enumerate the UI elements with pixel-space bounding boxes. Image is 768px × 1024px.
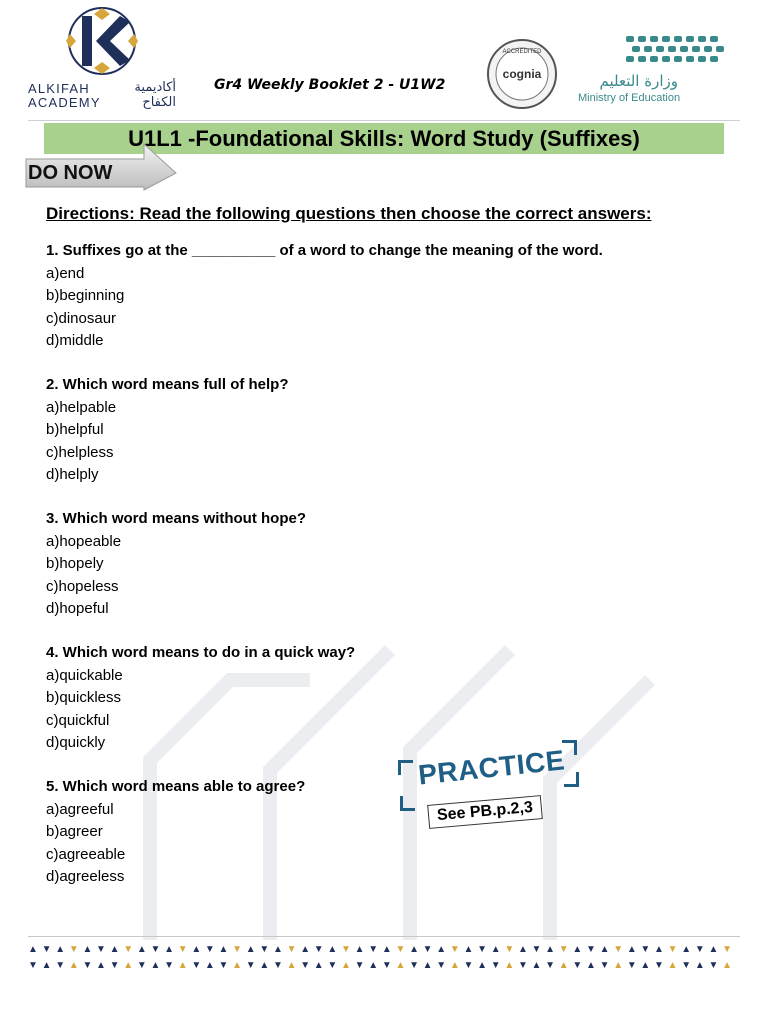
triangle-icon: ▼ bbox=[490, 960, 501, 971]
triangle-icon: ▼ bbox=[28, 960, 38, 971]
cognia-name: cognia bbox=[502, 67, 542, 81]
practice-stamp bbox=[394, 738, 584, 838]
triangle-icon: ▼ bbox=[123, 944, 134, 955]
cognia-top-text: ACCREDITED bbox=[502, 49, 542, 55]
footer-triangle-row bbox=[28, 944, 732, 956]
triangle-icon: ▲ bbox=[572, 944, 583, 955]
triangle-icon: ▼ bbox=[449, 944, 460, 955]
question-block bbox=[46, 240, 706, 353]
triangle-icon: ▼ bbox=[368, 944, 379, 955]
answer-option[interactable]: d)helply bbox=[46, 466, 99, 483]
triangle-icon: ▼ bbox=[354, 960, 365, 971]
triangle-icon: ▼ bbox=[708, 960, 719, 971]
question-text: 5. Which word means able to agree? bbox=[46, 778, 306, 795]
triangle-icon: ▲ bbox=[463, 944, 474, 955]
triangle-icon: ▲ bbox=[654, 944, 664, 955]
alkifah-emblem-icon bbox=[66, 6, 138, 76]
header-divider bbox=[28, 120, 740, 121]
triangle-icon: ▼ bbox=[341, 944, 351, 955]
triangle-icon: ▲ bbox=[626, 944, 637, 955]
triangle-icon: ▼ bbox=[272, 960, 283, 971]
triangle-icon: ▲ bbox=[96, 960, 106, 971]
booklet-title: Gr4 Weekly Booklet 2 - U1W2 bbox=[214, 77, 446, 93]
triangle-icon: ▲ bbox=[341, 960, 351, 971]
triangle-icon: ▼ bbox=[150, 944, 161, 955]
triangle-icon: ▼ bbox=[640, 944, 651, 955]
triangle-icon: ▲ bbox=[232, 960, 243, 971]
answer-option[interactable]: d)agreeless bbox=[46, 868, 125, 885]
practice-reference: See PB.p.2,3 bbox=[427, 795, 543, 829]
answer-option[interactable]: b)beginning bbox=[46, 287, 125, 304]
triangle-icon: ▲ bbox=[164, 944, 174, 955]
triangle-icon: ▲ bbox=[177, 960, 188, 971]
practice-title: PRACTICE bbox=[416, 744, 567, 791]
triangle-icon: ▼ bbox=[545, 960, 556, 971]
triangle-icon: ▲ bbox=[150, 960, 161, 971]
triangle-icon: ▲ bbox=[55, 944, 66, 955]
triangle-icon: ▼ bbox=[55, 960, 66, 971]
triangle-icon: ▲ bbox=[599, 944, 610, 955]
triangle-icon: ▲ bbox=[681, 944, 692, 955]
triangle-icon: ▼ bbox=[232, 944, 243, 955]
school-name-english: ALKIFAH ACADEMY bbox=[28, 81, 101, 110]
triangle-icon: ▼ bbox=[313, 944, 324, 955]
triangle-icon: ▲ bbox=[41, 960, 52, 971]
question-block bbox=[46, 642, 706, 755]
triangle-icon: ▲ bbox=[272, 944, 283, 955]
triangle-icon: ▲ bbox=[667, 960, 678, 971]
ministry-of-education-logo bbox=[574, 34, 734, 114]
triangle-icon: ▼ bbox=[504, 944, 515, 955]
triangle-icon: ▼ bbox=[694, 944, 705, 955]
bracket-corner-icon bbox=[398, 760, 413, 775]
triangle-icon: ▲ bbox=[613, 960, 624, 971]
answer-option[interactable]: a)quickable bbox=[46, 666, 123, 684]
triangle-icon: ▼ bbox=[327, 960, 338, 971]
triangle-icon: ▼ bbox=[572, 960, 583, 971]
answer-option[interactable]: a)end bbox=[46, 264, 85, 282]
triangle-icon: ▲ bbox=[449, 960, 460, 971]
triangle-icon: ▼ bbox=[164, 960, 174, 971]
triangle-icon: ▼ bbox=[245, 960, 256, 971]
answer-option[interactable]: b)agreer bbox=[46, 823, 103, 840]
question-text: 4. Which word means to do in a quick way? bbox=[46, 644, 356, 661]
question-block bbox=[46, 374, 706, 487]
triangle-icon: ▼ bbox=[218, 960, 229, 971]
directions-heading: Directions: Read the following questions then choose the correct answers: bbox=[46, 204, 652, 223]
triangle-icon: ▼ bbox=[477, 944, 488, 955]
triangle-icon: ▲ bbox=[436, 944, 447, 955]
answer-option[interactable]: a)hopeable bbox=[46, 532, 122, 550]
triangle-icon: ▲ bbox=[722, 960, 732, 971]
triangle-icon: ▼ bbox=[409, 960, 419, 971]
ministry-name-english: Ministry of Education bbox=[578, 92, 681, 104]
triangle-icon: ▼ bbox=[585, 944, 596, 955]
triangle-icon: ▲ bbox=[327, 944, 338, 955]
triangle-icon: ▼ bbox=[177, 944, 188, 955]
triangle-icon: ▲ bbox=[585, 960, 596, 971]
triangle-icon: ▼ bbox=[191, 960, 202, 971]
triangle-icon: ▲ bbox=[381, 944, 392, 955]
triangle-icon: ▼ bbox=[654, 960, 664, 971]
triangle-icon: ▼ bbox=[667, 944, 678, 955]
triangle-icon: ▲ bbox=[204, 960, 215, 971]
triangle-icon: ▲ bbox=[218, 944, 229, 955]
triangle-icon: ▼ bbox=[599, 960, 610, 971]
triangle-icon: ▲ bbox=[286, 960, 297, 971]
question-text: 1. Suffixes go at the __________ of a word to change the meaning of the word. bbox=[46, 242, 603, 259]
triangle-icon: ▲ bbox=[300, 944, 311, 955]
triangle-icon: ▲ bbox=[259, 960, 270, 971]
answer-option[interactable]: d)quickly bbox=[46, 734, 106, 751]
triangle-icon: ▼ bbox=[395, 944, 406, 955]
triangle-icon: ▼ bbox=[96, 944, 106, 955]
triangle-icon: ▲ bbox=[708, 944, 719, 955]
bracket-corner-icon bbox=[400, 796, 415, 811]
triangle-icon: ▲ bbox=[545, 944, 556, 955]
triangle-icon: ▲ bbox=[68, 960, 79, 971]
answer-option[interactable]: b)helpful bbox=[46, 421, 104, 438]
triangle-icon: ▼ bbox=[422, 944, 433, 955]
triangle-icon: ▲ bbox=[368, 960, 379, 971]
triangle-icon: ▲ bbox=[504, 960, 515, 971]
triangle-icon: ▼ bbox=[381, 960, 392, 971]
triangle-icon: ▼ bbox=[204, 944, 215, 955]
triangle-icon: ▼ bbox=[68, 944, 79, 955]
triangle-icon: ▲ bbox=[477, 960, 488, 971]
triangle-icon: ▼ bbox=[300, 960, 311, 971]
triangle-icon: ▼ bbox=[136, 960, 147, 971]
triangle-icon: ▲ bbox=[640, 960, 651, 971]
school-name-arabic: أكاديمية الكفاح bbox=[134, 80, 176, 110]
footer-divider bbox=[28, 936, 740, 937]
answer-option[interactable]: c)dinosaur bbox=[46, 309, 117, 327]
question-list bbox=[46, 240, 706, 910]
triangle-icon: ▼ bbox=[722, 944, 732, 955]
question-text: 3. Which word means without hope? bbox=[46, 510, 307, 527]
triangle-icon: ▼ bbox=[463, 960, 474, 971]
triangle-icon: ▼ bbox=[517, 960, 528, 971]
triangle-icon: ▲ bbox=[517, 944, 528, 955]
triangle-icon: ▼ bbox=[613, 944, 624, 955]
triangle-icon: ▼ bbox=[286, 944, 297, 955]
triangle-icon: ▲ bbox=[136, 944, 147, 955]
triangle-icon: ▲ bbox=[354, 944, 365, 955]
triangle-icon: ▲ bbox=[395, 960, 406, 971]
question-text: 2. Which word means full of help? bbox=[46, 376, 289, 393]
triangle-icon: ▲ bbox=[123, 960, 134, 971]
answer-option[interactable]: a)helpable bbox=[46, 398, 117, 416]
answer-option[interactable]: c)helpless bbox=[46, 443, 114, 461]
triangle-icon: ▼ bbox=[259, 944, 270, 955]
lesson-title: U1L1 -Foundational Skills: Word Study (Suffixes) bbox=[128, 125, 640, 151]
triangle-icon: ▼ bbox=[109, 960, 120, 971]
triangle-icon: ▲ bbox=[191, 944, 202, 955]
triangle-icon: ▲ bbox=[245, 944, 256, 955]
triangle-icon: ▼ bbox=[531, 944, 542, 955]
cognia-accreditation-seal bbox=[486, 38, 558, 110]
answer-option[interactable]: b)hopely bbox=[46, 555, 104, 572]
answer-option[interactable]: c)hopeless bbox=[46, 577, 119, 595]
answer-option[interactable]: c)quickful bbox=[46, 711, 110, 729]
footer-triangle-row bbox=[28, 960, 732, 972]
answer-option[interactable]: c)agreeable bbox=[46, 845, 126, 863]
answer-option[interactable]: d)hopeful bbox=[46, 600, 109, 617]
triangle-icon: ▲ bbox=[531, 960, 542, 971]
triangle-icon: ▲ bbox=[694, 960, 705, 971]
triangle-icon: ▼ bbox=[558, 944, 569, 955]
triangle-icon: ▲ bbox=[422, 960, 433, 971]
triangle-icon: ▲ bbox=[490, 944, 501, 955]
triangle-icon: ▲ bbox=[28, 944, 38, 955]
triangle-icon: ▼ bbox=[436, 960, 447, 971]
triangle-icon: ▲ bbox=[82, 944, 93, 955]
triangle-icon: ▼ bbox=[681, 960, 692, 971]
triangle-icon: ▲ bbox=[409, 944, 419, 955]
triangle-icon: ▼ bbox=[626, 960, 637, 971]
question-block bbox=[46, 508, 706, 621]
answer-option[interactable]: a)agreeful bbox=[46, 800, 114, 818]
triangle-icon: ▲ bbox=[558, 960, 569, 971]
do-now-label: DO NOW bbox=[28, 162, 113, 184]
answer-option[interactable]: d)middle bbox=[46, 332, 104, 349]
triangle-icon: ▼ bbox=[41, 944, 52, 955]
triangle-icon: ▲ bbox=[313, 960, 324, 971]
bracket-corner-icon bbox=[562, 740, 577, 755]
answer-option[interactable]: b)quickless bbox=[46, 689, 122, 706]
question-block bbox=[46, 776, 706, 889]
ministry-name-arabic: وزارة التعليم bbox=[599, 72, 678, 90]
triangle-icon: ▼ bbox=[82, 960, 93, 971]
triangle-icon: ▲ bbox=[109, 944, 120, 955]
alkifah-academy-logo bbox=[28, 6, 178, 112]
ministry-dots-icon bbox=[574, 34, 734, 68]
